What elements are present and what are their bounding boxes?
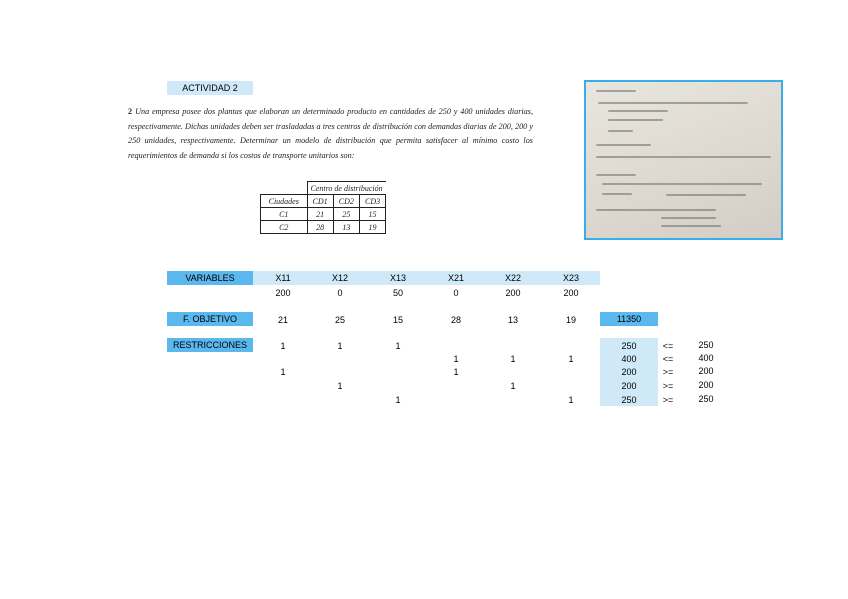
constraint-coeff: 1 bbox=[337, 381, 343, 391]
constraint-rhs: 200 bbox=[698, 366, 714, 376]
constraint-lhs: 200 bbox=[621, 381, 637, 391]
constraint-coeff: 1 bbox=[280, 341, 286, 351]
cost-table-cell: 25 bbox=[333, 208, 359, 221]
constraint-rhs: 400 bbox=[698, 353, 714, 363]
constraint-coeff: 1 bbox=[395, 341, 401, 351]
objective-coeff: 19 bbox=[565, 315, 576, 325]
objective-coeff: 21 bbox=[277, 315, 288, 325]
variable-name: X11 bbox=[275, 273, 291, 283]
cost-table-row-header: Ciudades bbox=[261, 195, 308, 208]
constraint-coeff: 1 bbox=[568, 395, 574, 405]
handwritten-notes-photo bbox=[584, 80, 783, 240]
solution-value: 200 bbox=[505, 288, 521, 298]
objective-value: 11350 bbox=[600, 312, 658, 326]
constraint-rhs: 250 bbox=[698, 340, 714, 350]
constraint-coeff: 1 bbox=[453, 354, 459, 364]
variables-header-band bbox=[253, 271, 600, 285]
constraint-lhs: 200 bbox=[621, 367, 637, 377]
variable-name: X13 bbox=[389, 273, 406, 283]
constraint-coeff: 1 bbox=[453, 367, 459, 377]
variable-name: X21 bbox=[447, 273, 464, 283]
solution-value: 200 bbox=[563, 288, 579, 298]
cost-table-row-label: C1 bbox=[261, 208, 308, 221]
constraint-rhs: 200 bbox=[698, 380, 714, 390]
solution-value: 200 bbox=[275, 288, 291, 298]
variable-name: X22 bbox=[504, 273, 521, 283]
solution-value: 0 bbox=[453, 288, 459, 298]
cost-table-cell: 15 bbox=[359, 208, 385, 221]
constraint-op: >= bbox=[662, 395, 674, 405]
constraint-rhs: 250 bbox=[698, 394, 714, 404]
solution-value: 0 bbox=[337, 288, 343, 298]
objective-label: F. OBJETIVO bbox=[167, 312, 253, 326]
cost-table-col: CD2 bbox=[333, 195, 359, 208]
objective-coeff: 25 bbox=[334, 315, 345, 325]
objective-coeff: 15 bbox=[392, 315, 403, 325]
objective-coeff: 13 bbox=[507, 315, 518, 325]
constraint-lhs: 400 bbox=[621, 354, 637, 364]
problem-number: 2 bbox=[128, 107, 133, 116]
cost-table-col: CD3 bbox=[359, 195, 385, 208]
constraint-coeff: 1 bbox=[510, 354, 516, 364]
constraint-coeff: 1 bbox=[337, 341, 343, 351]
variable-name: X12 bbox=[331, 273, 348, 283]
activity-title: ACTIVIDAD 2 bbox=[167, 81, 253, 95]
constraint-op: >= bbox=[662, 367, 674, 377]
variable-name: X23 bbox=[562, 273, 579, 283]
cost-table-wrapper bbox=[260, 181, 386, 234]
constraint-lhs: 250 bbox=[621, 341, 637, 351]
cost-table-cell: 19 bbox=[359, 221, 385, 234]
cost-table-col: CD1 bbox=[307, 195, 333, 208]
constraint-op: >= bbox=[662, 381, 674, 391]
constraint-op: <= bbox=[662, 341, 674, 351]
problem-text: Una empresa posee dos plantas que elaboran un determinado producto en cantidades de 250 y 400 unidades diarias, respectivamente. Dichas unidades deben ser trasladadas a tres centros de distribución con demandas diarias de 200, 200 y 250 unidades, respectivamente. Determinar un modelo de distribución que permita satisfacer al mínimo costo los requerimientos de demanda si los costos de transporte unitarios son: bbox=[128, 107, 533, 160]
cost-table-cell: 28 bbox=[307, 221, 333, 234]
problem-statement bbox=[128, 105, 533, 163]
cost-table-row-label: C2 bbox=[261, 221, 308, 234]
cost-table bbox=[260, 181, 386, 234]
constraints-label: RESTRICCIONES bbox=[167, 338, 253, 352]
cost-table-group-header: Centro de distribución bbox=[307, 182, 386, 195]
constraint-coeff: 1 bbox=[395, 395, 401, 405]
cost-table-cell: 13 bbox=[333, 221, 359, 234]
objective-coeff: 28 bbox=[450, 315, 461, 325]
constraint-coeff: 1 bbox=[568, 354, 574, 364]
constraint-op: <= bbox=[662, 354, 674, 364]
variables-label: VARIABLES bbox=[167, 271, 253, 285]
cost-table-cell: 21 bbox=[307, 208, 333, 221]
constraint-coeff: 1 bbox=[280, 367, 286, 377]
constraint-lhs: 250 bbox=[621, 395, 637, 405]
solution-value: 50 bbox=[392, 288, 403, 298]
constraint-coeff: 1 bbox=[510, 381, 516, 391]
